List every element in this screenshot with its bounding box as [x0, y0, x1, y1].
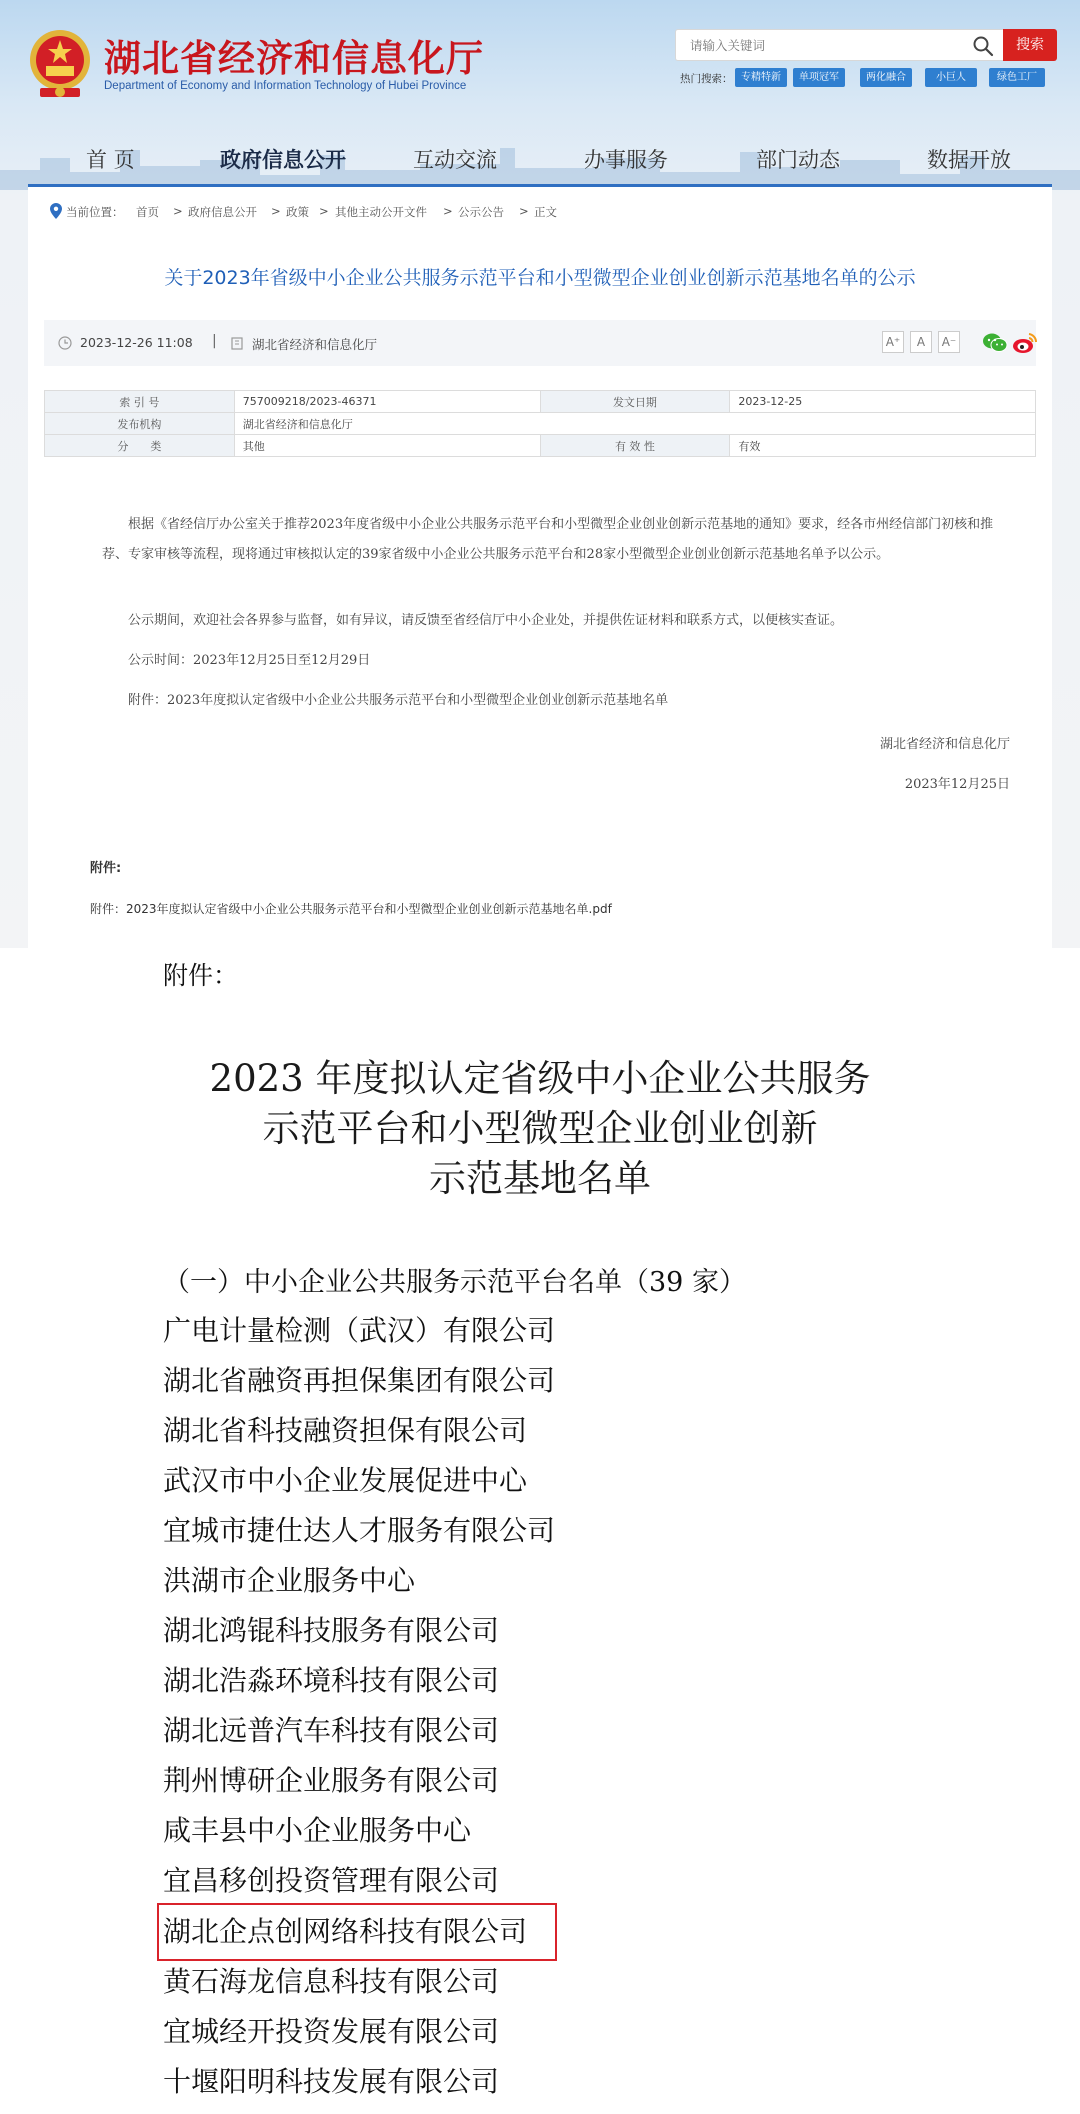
breadcrumb-label: 当前位置： [66, 205, 124, 219]
font-smaller-button[interactable]: A⁻ [938, 331, 960, 353]
category-value: 其他 [234, 435, 540, 457]
company-item: 咸丰县中小企业服务中心 [163, 1814, 472, 1847]
breadcrumb-announcements[interactable]: 公示公告 [458, 205, 504, 219]
company-item: 湖北远普汽车科技有限公司 [163, 1714, 500, 1747]
attachment-pdf-link[interactable]: 附件：2023年度拟认定省级中小企业公共服务示范平台和小型微型企业创业创新示范基地名单.pdf [90, 902, 612, 916]
company-item: 湖北省科技融资担保有限公司 [163, 1414, 528, 1447]
nav-services[interactable]: 办事服务 [584, 148, 668, 172]
issue-date-value: 2023-12-25 [730, 391, 1036, 413]
location-pin-icon [50, 203, 62, 219]
category-label: 分 类 [45, 435, 235, 457]
site-subtitle: Department of Economy and Information Technology of Hubei Province [104, 80, 467, 92]
hot-tag-specialized[interactable]: 专精特新 [735, 68, 787, 87]
attachment-document [0, 948, 1080, 2114]
meta-separator: | [212, 333, 217, 349]
breadcrumb-policy[interactable]: 政策 [286, 205, 309, 219]
breadcrumb-sep: > [319, 204, 329, 218]
issue-date-label: 发文日期 [540, 391, 730, 413]
search-input[interactable] [676, 30, 966, 60]
hot-tag-little-giant[interactable]: 小巨人 [925, 68, 977, 87]
nav-gov-info[interactable]: 政府信息公开 [220, 148, 346, 172]
body-paragraph-2: 公示期间，欢迎社会各界参与监督，如有异议，请反馈至省经信厅中小企业处，并提供佐证材料和联系方式，以便核实查证。 [128, 613, 844, 628]
web-page [0, 0, 1080, 948]
company-item: 宜城经开投资发展有限公司 [163, 2015, 500, 2048]
signature: 湖北省经济和信息化厅 [879, 737, 1010, 752]
company-item: 荆州博研企业服务有限公司 [163, 1764, 500, 1797]
validity-value: 有效 [730, 435, 1036, 457]
article-meta-bar [44, 320, 1036, 366]
validity-label: 有 效 性 [540, 435, 730, 457]
company-item-highlighted: 湖北企点创网络科技有限公司 [163, 1915, 528, 1948]
document-info-table [44, 390, 1036, 457]
hot-tag-champion[interactable]: 单项冠军 [793, 68, 845, 87]
article-source: 湖北省经济和信息化厅 [252, 337, 378, 352]
company-item: 湖北省融资再担保集团有限公司 [163, 1364, 556, 1397]
article-panel [28, 187, 1052, 948]
search-icon[interactable] [972, 35, 994, 57]
highlight-box [157, 1903, 557, 1961]
company-item: 湖北浩淼环境科技有限公司 [163, 1664, 500, 1697]
search-box [675, 29, 1003, 61]
weibo-share-icon[interactable] [1012, 332, 1038, 354]
nav-open-data[interactable]: 数据开放 [927, 148, 1011, 172]
hot-search-label: 热门搜索： [680, 73, 733, 85]
document-title-line-1: 2023 年度拟认定省级中小企业公共服务 [209, 1057, 871, 1100]
building-icon [230, 336, 244, 350]
publish-date: 2023-12-26 11:08 [80, 335, 193, 350]
breadcrumb-home[interactable]: 首页 [136, 205, 159, 219]
company-item: 宜城市捷仕达人才服务有限公司 [163, 1514, 556, 1547]
index-value: 757009218/2023-46371 [234, 391, 540, 413]
body-paragraph-4: 附件：2023年度拟认定省级中小企业公共服务示范平台和小型微型企业创业创新示范基地名单 [128, 693, 669, 708]
document-title-line-2: 示范平台和小型微型企业创业创新 [262, 1107, 818, 1150]
hot-tag-integration[interactable]: 两化融合 [860, 68, 912, 87]
document-title-line-3: 示范基地名单 [429, 1157, 651, 1200]
article-title: 关于2023年省级中小企业公共服务示范平台和小型微型企业创业创新示范基地名单的公示 [164, 267, 916, 289]
font-larger-button[interactable]: A⁺ [882, 331, 904, 353]
site-title: 湖北省经济和信息化厅 [104, 37, 484, 80]
breadcrumb-gov-info[interactable]: 政府信息公开 [188, 205, 257, 219]
company-item: 洪湖市企业服务中心 [163, 1564, 416, 1597]
attachments-heading: 附件: [90, 861, 122, 876]
company-item: 广电计量检测（武汉）有限公司 [163, 1314, 556, 1347]
breadcrumb-sep: > [271, 204, 281, 218]
nav-department-news[interactable]: 部门动态 [756, 148, 840, 172]
clock-icon [58, 336, 72, 350]
company-item: 武汉市中小企业发展促进中心 [163, 1464, 528, 1497]
breadcrumb-sep: > [519, 204, 529, 218]
wechat-share-icon[interactable] [982, 332, 1008, 354]
hot-tag-green-factory[interactable]: 绿色工厂 [989, 68, 1045, 87]
company-item: 十堰阳明科技发展有限公司 [163, 2065, 500, 2098]
signature-date: 2023年12月25日 [904, 777, 1010, 792]
section-heading: （一）中小企业公共服务示范平台名单（39 家） [163, 1267, 746, 1298]
nav-home[interactable]: 首 页 [86, 148, 135, 172]
main-nav [28, 132, 1052, 186]
company-item: 湖北鸿锟科技服务有限公司 [163, 1614, 500, 1647]
breadcrumb-current: 正文 [534, 205, 557, 219]
body-paragraph-1: 根据《省经信厅办公室关于推荐2023年度省级中小企业公共服务示范平台和小型微型企业创业创新示范基地的通知》要求，经各市州经信部门初核和推荐、专家审核等流程，现将通过审核拟认定的39家省级中小企业公共服务示范平台和28家小型微型企业创业创新示范基地名单予以公示。 [102, 517, 994, 562]
national-emblem-icon [26, 26, 94, 102]
breadcrumb-sep: > [443, 204, 453, 218]
document-label: 附件： [163, 961, 239, 990]
publisher-value: 湖北省经济和信息化厅 [234, 413, 1035, 435]
font-normal-button[interactable]: A [910, 331, 932, 353]
body-paragraph-3: 公示时间：2023年12月25日至12月29日 [128, 653, 371, 668]
nav-interaction[interactable]: 互动交流 [413, 148, 497, 172]
company-item: 黄石海龙信息科技有限公司 [163, 1965, 500, 1998]
company-item: 宜昌移创投资管理有限公司 [163, 1864, 500, 1897]
breadcrumb-sep: > [173, 204, 183, 218]
search-button[interactable]: 搜索 [1003, 29, 1057, 61]
index-label: 索 引 号 [45, 391, 235, 413]
breadcrumb-other-files[interactable]: 其他主动公开文件 [335, 205, 427, 219]
publisher-label: 发布机构 [45, 413, 235, 435]
